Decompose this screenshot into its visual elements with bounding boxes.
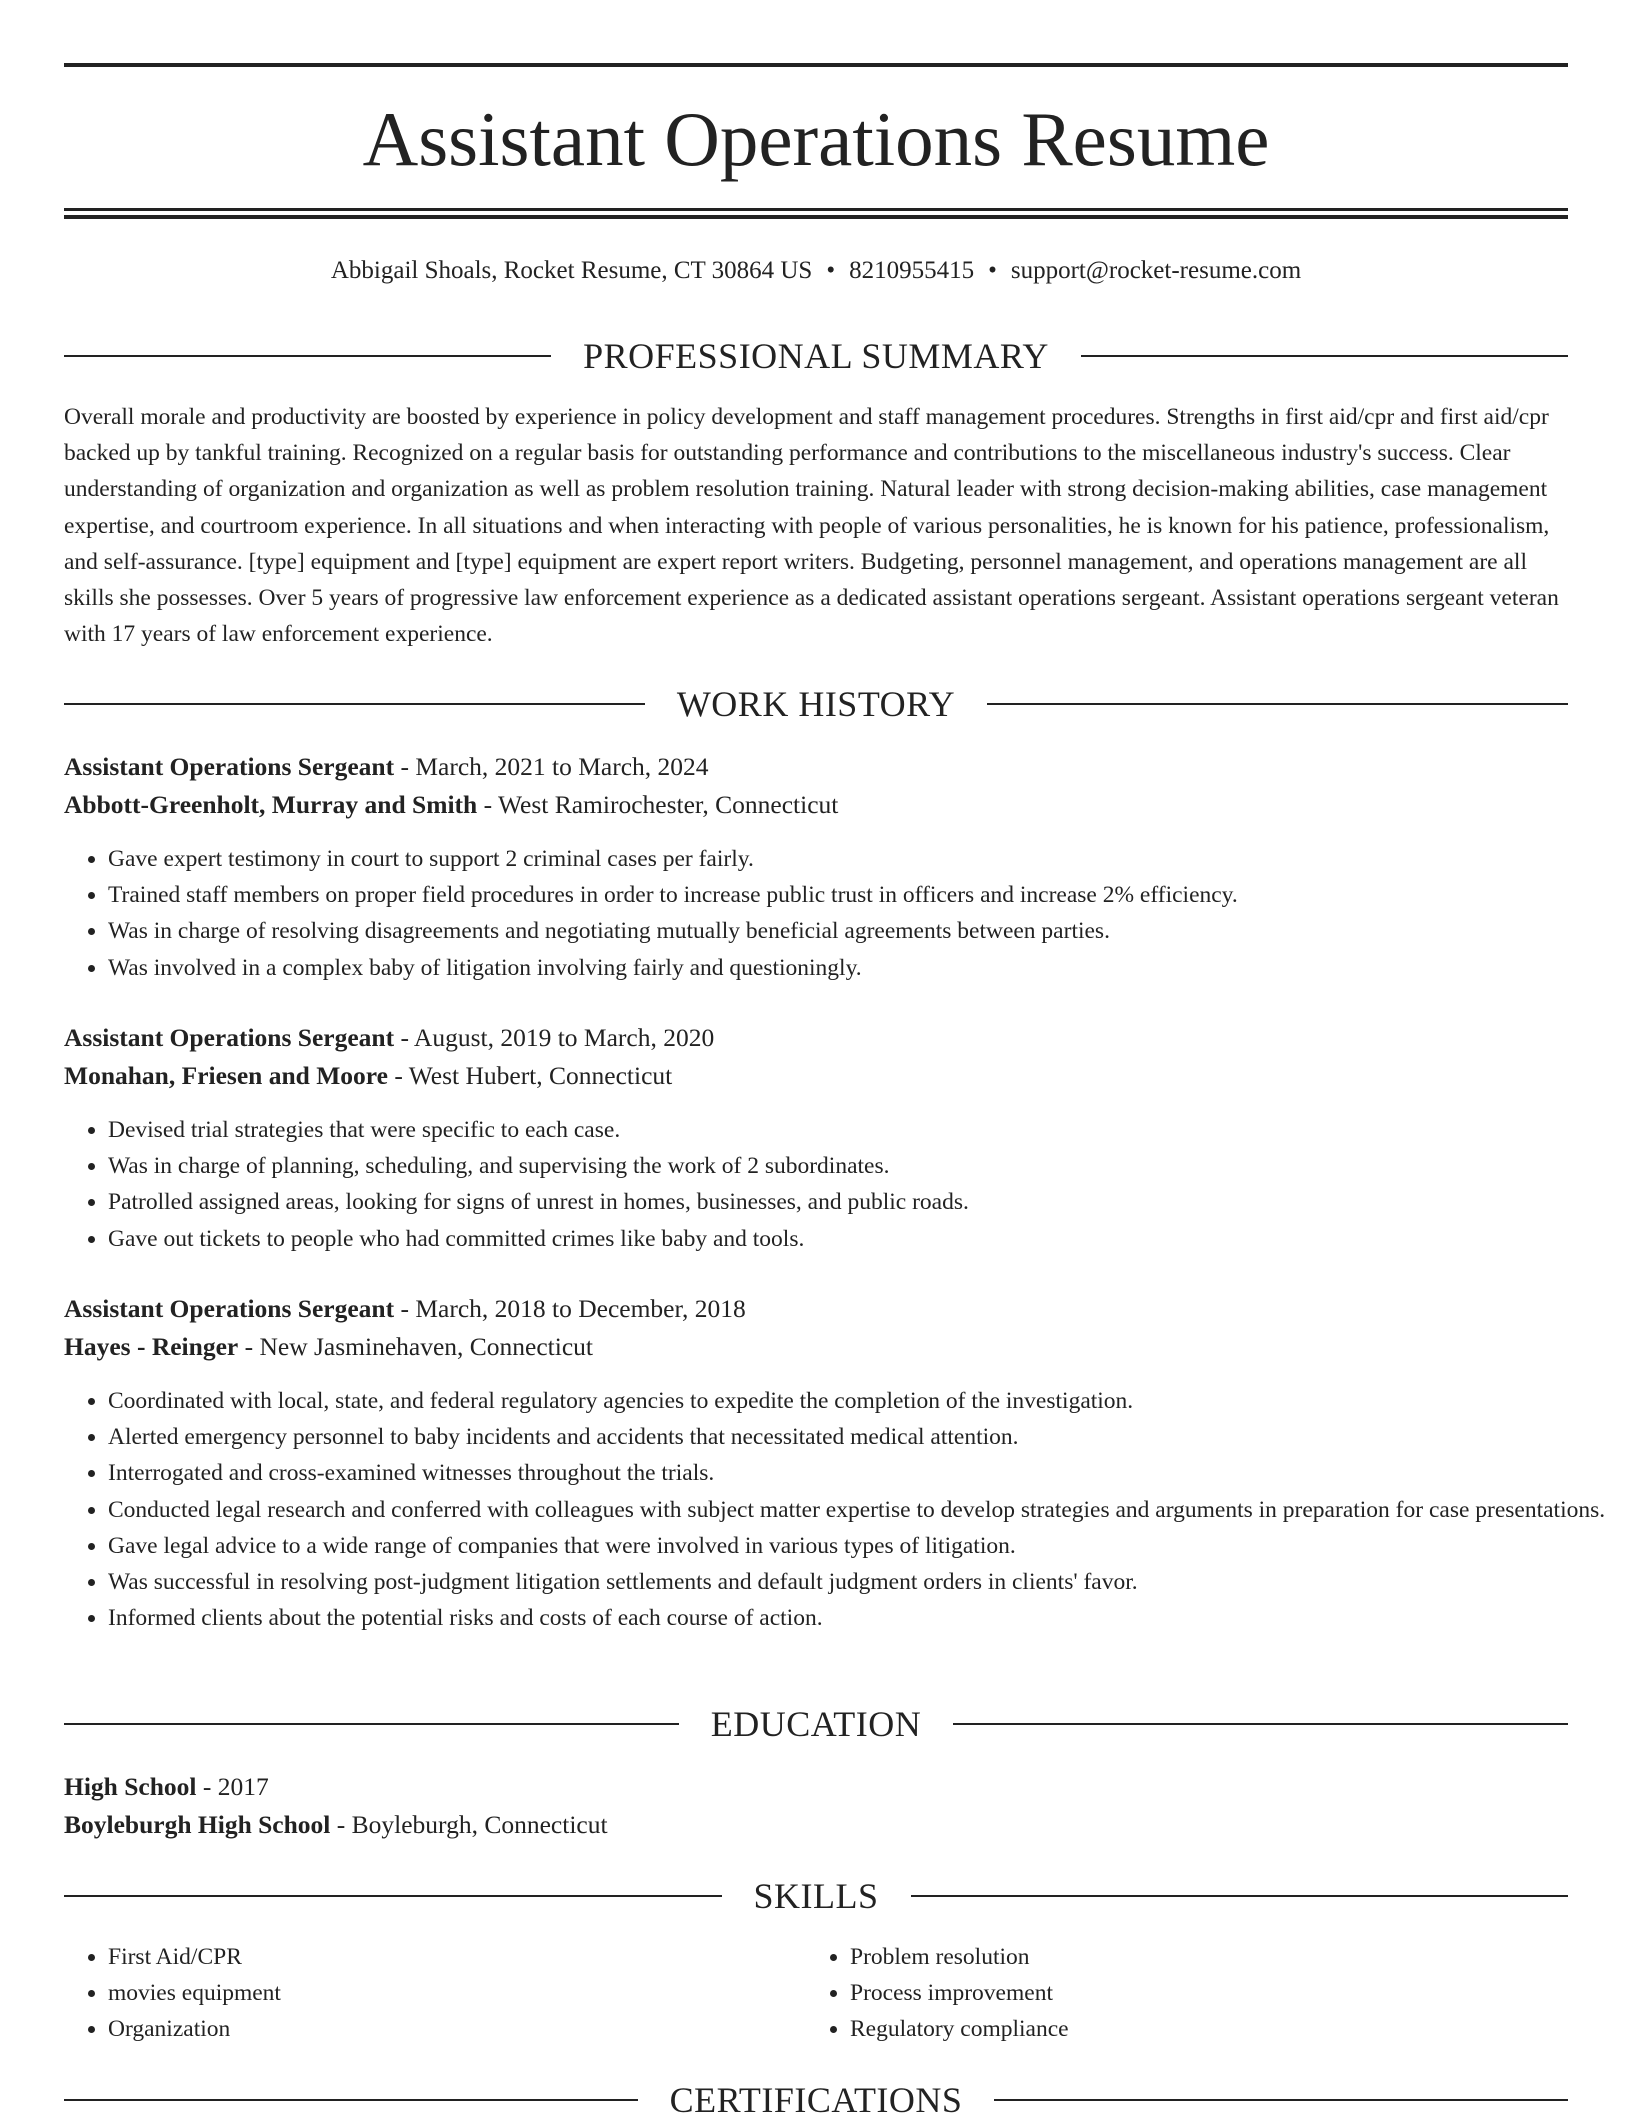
job-bullets xyxy=(64,841,1612,986)
job-location: - West Ramirochester, Connecticut xyxy=(477,790,839,819)
list-item: • Coordinated with local, state, and federal regulatory agencies to expedite the completion of the investigation. xyxy=(108,1383,1612,1419)
section-heading-summary xyxy=(64,336,1568,376)
contact-separator: • xyxy=(988,257,997,284)
job-dates: - March, 2021 to March, 2024 xyxy=(394,752,709,781)
job-title: Assistant Operations Sergeant xyxy=(64,1294,395,1323)
job-title: Assistant Operations Sergeant xyxy=(64,1023,395,1052)
top-rule xyxy=(64,63,1568,67)
contact-line xyxy=(64,254,1568,288)
job-employer-line xyxy=(64,787,1568,823)
job-title-line xyxy=(64,1020,1568,1056)
list-item: • Was involved in a complex baby of litigation involving fairly and questioningly. xyxy=(108,950,1612,986)
contact-separator: • xyxy=(826,257,836,284)
section-heading-skills xyxy=(64,1876,1568,1916)
job-location: - West Hubert, Connecticut xyxy=(387,1061,673,1090)
list-item: • Gave out tickets to people who had committed crimes like baby and tools. xyxy=(108,1221,1612,1257)
skills-list-right xyxy=(806,1939,1069,2048)
job-bullets xyxy=(64,1383,1612,1636)
title-double-rule xyxy=(64,208,1568,220)
list-item: • Was successful in resolving post-judgment litigation settlements and default judgment orders in clients' favor. xyxy=(108,1564,1612,1600)
skill-item: • Problem resolution xyxy=(850,1939,1069,1975)
section-label: SKILLS xyxy=(753,1876,879,1916)
contact-email: support@rocket-resume.com xyxy=(1010,257,1302,284)
section-label: EDUCATION xyxy=(710,1704,922,1744)
list-item: • Was in charge of resolving disagreements and negotiating mutually beneficial agreements between parties. xyxy=(108,913,1612,949)
job-title-line xyxy=(64,749,1568,785)
skill-item: • Organization xyxy=(108,2011,281,2047)
list-item: • Gave expert testimony in court to support 2 criminal cases per fairly. xyxy=(108,841,1612,877)
skill-item: • Regulatory compliance xyxy=(850,2011,1069,2047)
job-dates: - March, 2018 to December, 2018 xyxy=(394,1294,746,1323)
section-label: WORK HISTORY xyxy=(676,684,956,724)
section-heading-certifications xyxy=(64,2080,1568,2120)
job-title-line xyxy=(64,1291,1568,1327)
summary-text: Overall morale and productivity are boosted by experience in policy development and staff management procedures. Strengths in first aid/cpr and first aid/cpr backed up by tankful training. Recognized on a regular basis for outstanding performance and contributions to the miscellaneous industry's success. Clear understanding of organization and organization as well as problem resolution training. Natural leader with strong decision-making abilities, case management expertise, and courtroom experience. In all situations and when interacting with people of various personalities, he is known for his patience, professionalism, and self-assurance. [type] equipment and [type] equipment are expert report writers. Budgeting, personnel management, and operations management are all skills she possesses. Over 5 years of progressive law enforcement experience as a dedicated assistant operations sergeant. Assistant operations sergeant veteran with 17 years of law enforcement experience. xyxy=(64,404,1559,648)
job-employer: Abbott-Greenholt, Murray and Smith xyxy=(64,790,478,819)
education-school: Boyleburgh High School xyxy=(64,1810,331,1839)
education-year: - 2017 xyxy=(196,1772,269,1801)
skill-item: • First Aid/CPR xyxy=(108,1939,281,1975)
contact-address: Abbigail Shoals, Rocket Resume, CT 30864 US xyxy=(330,257,813,284)
section-heading-education xyxy=(64,1704,1568,1744)
list-item: • Patrolled assigned areas, looking for signs of unrest in homes, businesses, and public roads. xyxy=(108,1184,1612,1220)
education-location: - Boyleburgh, Connecticut xyxy=(330,1810,608,1839)
job-location: - New Jasminehaven, Connecticut xyxy=(238,1332,593,1361)
job-employer: Monahan, Friesen and Moore xyxy=(64,1061,388,1090)
list-item: • Trained staff members on proper field procedures in order to increase public trust in officers and increase 2% efficiency. xyxy=(108,877,1612,913)
section-label: CERTIFICATIONS xyxy=(669,2080,963,2120)
list-item: • Conducted legal research and conferred with colleagues with subject matter expertise to develop strategies and arguments in preparation for case presentations. xyxy=(108,1492,1612,1528)
resume-title: Assistant Operations Resume xyxy=(362,96,1270,182)
list-item: • Gave legal advice to a wide range of companies that were involved in various types of litigation. xyxy=(108,1528,1612,1564)
education-degree: High School xyxy=(64,1772,197,1801)
skill-item: • Process improvement xyxy=(850,1975,1069,2011)
section-label: PROFESSIONAL SUMMARY xyxy=(583,336,1049,376)
list-item: • Interrogated and cross-examined witnesses throughout the trials. xyxy=(108,1455,1612,1491)
contact-phone: 8210955415 xyxy=(849,257,975,284)
list-item: • Was in charge of planning, scheduling, and supervising the work of 2 subordinates. xyxy=(108,1148,1612,1184)
job-employer: Hayes - Reinger xyxy=(64,1332,239,1361)
list-item: • Informed clients about the potential risks and costs of each course of action. xyxy=(108,1600,1612,1636)
skills-list-left xyxy=(64,1939,281,2048)
job-bullets xyxy=(64,1112,1612,1257)
education-degree-line xyxy=(64,1769,1568,1805)
education-school-line xyxy=(64,1807,1568,1843)
list-item: • Alerted emergency personnel to baby incidents and accidents that necessitated medical attention. xyxy=(108,1419,1612,1455)
section-heading-work xyxy=(64,684,1568,724)
skill-item: • movies equipment xyxy=(108,1975,281,2011)
list-item: • Devised trial strategies that were specific to each case. xyxy=(108,1112,1612,1148)
job-employer-line xyxy=(64,1058,1568,1094)
job-title: Assistant Operations Sergeant xyxy=(64,752,395,781)
job-employer-line xyxy=(64,1329,1568,1365)
job-dates: - August, 2019 to March, 2020 xyxy=(394,1023,715,1052)
